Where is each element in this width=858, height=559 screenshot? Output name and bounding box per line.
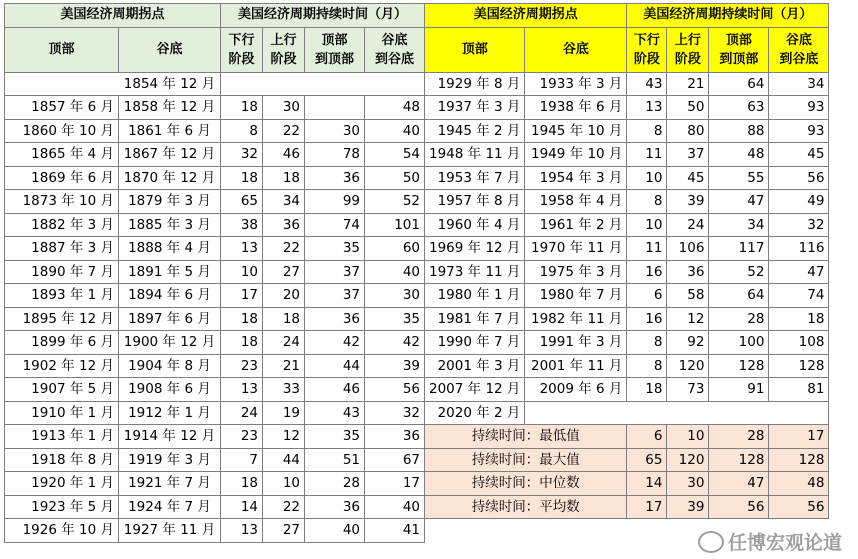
right-peak-cell: 1953 年 7 月 (425, 166, 525, 190)
peak-cell: 1899 年 6 月 (5, 331, 119, 355)
down-months-cell: 23 (221, 354, 263, 378)
trough-to-trough-cell: 60 (365, 237, 425, 261)
right-trough-to-trough-cell: 56 (769, 166, 829, 190)
up-months-cell: 12 (263, 425, 305, 449)
right-trough-to-trough-cell: 93 (769, 96, 829, 120)
down-months-cell: 13 (221, 237, 263, 261)
right-trough-to-trough-cell: 18 (769, 307, 829, 331)
stat-label-cell: 持续时间：最大值 (425, 448, 627, 472)
down-months-cell: 18 (221, 331, 263, 355)
trough-cell: 1861 年 6 月 (119, 119, 221, 143)
watermark (698, 528, 842, 555)
trough-to-trough-cell: 101 (365, 213, 425, 237)
right-down-months-cell (627, 519, 667, 543)
right-trough-cell: 2009 年 6 月 (525, 378, 627, 402)
up-months-cell: 18 (263, 166, 305, 190)
trough-to-trough-cell: 50 (365, 166, 425, 190)
trough-to-trough-cell: 48 (365, 96, 425, 120)
trough-to-trough-cell: 40 (365, 119, 425, 143)
right-down-months-cell: 8 (627, 119, 667, 143)
peak-to-peak-cell: 43 (305, 401, 365, 425)
down-months-cell: 32 (221, 143, 263, 167)
right-peak-cell: 1937 年 3 月 (425, 96, 525, 120)
peak-cell: 1882 年 3 月 (5, 213, 119, 237)
right-trough-to-trough-cell (769, 401, 829, 425)
right-up-months-cell: 45 (667, 166, 709, 190)
table-row (5, 96, 829, 120)
trough-to-trough-cell: 40 (365, 260, 425, 284)
peak-cell: 1902 年 12 月 (5, 354, 119, 378)
peak-to-peak-cell: 37 (305, 260, 365, 284)
col-peak-to-peak-header: 顶部 到顶部 (305, 27, 365, 72)
right-up-months-cell: 50 (667, 96, 709, 120)
right-peak-cell: 1990 年 7 月 (425, 331, 525, 355)
up-months-cell: 22 (263, 119, 305, 143)
up-months-cell: 34 (263, 190, 305, 214)
peak-to-peak-cell: 36 (305, 166, 365, 190)
down-months-cell: 13 (221, 519, 263, 543)
trough-cell: 1885 年 3 月 (119, 213, 221, 237)
right-trough-to-trough-cell: 32 (769, 213, 829, 237)
peak-cell (5, 72, 119, 96)
trough-cell: 1891 年 5 月 (119, 260, 221, 284)
trough-cell: 1914 年 12 月 (119, 425, 221, 449)
right-peak-cell: 1929 年 8 月 (425, 72, 525, 96)
table-row (5, 331, 829, 355)
trough-cell: 1894 年 6 月 (119, 284, 221, 308)
trough-cell: 1854 年 12 月 (119, 72, 221, 96)
right-up-months-cell (667, 401, 709, 425)
right-down-months-cell: 8 (627, 354, 667, 378)
trough-cell: 1897 年 6 月 (119, 307, 221, 331)
right-trough-cell: 1945 年 10 月 (525, 119, 627, 143)
stat-value-cell: 128 (709, 448, 769, 472)
peak-to-peak-cell: 51 (305, 448, 365, 472)
right-down-months-cell: 10 (627, 166, 667, 190)
table-row (5, 260, 829, 284)
right-down-months-cell (627, 401, 667, 425)
right-trough-cell: 1938 年 6 月 (525, 96, 627, 120)
right-peak-cell: 1981 年 7 月 (425, 307, 525, 331)
peak-to-peak-cell (305, 96, 365, 120)
trough-cell: 1919 年 3 月 (119, 448, 221, 472)
stat-value-cell: 14 (627, 472, 667, 496)
trough-to-trough-cell: 35 (365, 307, 425, 331)
col-trough-to-trough-header: 谷底 到谷底 (365, 27, 425, 72)
stat-value-cell: 17 (627, 495, 667, 519)
peak-cell: 1873 年 10 月 (5, 190, 119, 214)
right-peak-to-peak-cell: 48 (709, 143, 769, 167)
stat-label-cell: 持续时间：平均数 (425, 495, 627, 519)
down-months-cell: 8 (221, 119, 263, 143)
stat-value-cell: 128 (769, 448, 829, 472)
right-up-months-cell: 37 (667, 143, 709, 167)
stat-value-cell: 6 (627, 425, 667, 449)
right-up-months-cell: 36 (667, 260, 709, 284)
right-trough-to-trough-cell: 34 (769, 72, 829, 96)
right-down-months-cell: 6 (627, 284, 667, 308)
stat-value-cell: 10 (667, 425, 709, 449)
peak-to-peak-cell: 30 (305, 119, 365, 143)
right-peak-cell (425, 519, 525, 543)
right-up-months-cell: 39 (667, 190, 709, 214)
peak-cell: 1913 年 1 月 (5, 425, 119, 449)
right-peak-to-peak-cell: 117 (709, 237, 769, 261)
right-trough-to-trough-cell: 108 (769, 331, 829, 355)
col-up-header: 上行 阶段 (263, 27, 305, 72)
header-row-1 (5, 4, 829, 28)
peak-cell: 1895 年 12 月 (5, 307, 119, 331)
right-down-months-cell: 10 (627, 213, 667, 237)
right-down-months-cell: 8 (627, 190, 667, 214)
right-trough-to-trough-cell: 81 (769, 378, 829, 402)
right-trough-cell: 1982 年 11 月 (525, 307, 627, 331)
right-peak-to-peak-cell (709, 401, 769, 425)
right-trough-to-trough-cell: 116 (769, 237, 829, 261)
trough-to-trough-cell: 39 (365, 354, 425, 378)
trough-to-trough-cell: 17 (365, 472, 425, 496)
right-trough-cell: 1991 年 3 月 (525, 331, 627, 355)
table-row (5, 495, 829, 519)
right-trough-cell: 1970 年 11 月 (525, 237, 627, 261)
peak-cell: 1887 年 3 月 (5, 237, 119, 261)
right-down-months-cell: 13 (627, 96, 667, 120)
right-peak-to-peak-cell: 28 (709, 307, 769, 331)
trough-to-trough-cell: 56 (365, 378, 425, 402)
right-trough-cell: 1975 年 3 月 (525, 260, 627, 284)
right-trough-cell: 1933 年 3 月 (525, 72, 627, 96)
peak-to-peak-cell: 35 (305, 237, 365, 261)
table-row (5, 237, 829, 261)
peak-cell: 1907 年 5 月 (5, 378, 119, 402)
peak-cell: 1869 年 6 月 (5, 166, 119, 190)
stat-value-cell: 17 (769, 425, 829, 449)
right-down-months-cell: 16 (627, 307, 667, 331)
peak-to-peak-cell: 78 (305, 143, 365, 167)
up-months-cell: 30 (263, 96, 305, 120)
right-trough-cell: 1958 年 4 月 (525, 190, 627, 214)
table-row (5, 307, 829, 331)
down-months-cell: 23 (221, 425, 263, 449)
table-row (5, 472, 829, 496)
right-peak-to-peak-cell: 47 (709, 190, 769, 214)
right-down-months-cell: 8 (627, 331, 667, 355)
table-row (5, 354, 829, 378)
right-trough-to-trough-cell: 93 (769, 119, 829, 143)
right-down-months-cell: 11 (627, 143, 667, 167)
col-up-header-right: 上行 阶段 (667, 27, 709, 72)
down-months-cell: 7 (221, 448, 263, 472)
up-months-cell: 22 (263, 237, 305, 261)
right-trough-to-trough-cell: 49 (769, 190, 829, 214)
trough-cell: 1900 年 12 月 (119, 331, 221, 355)
right-trough-cell (525, 519, 627, 543)
peak-cell: 1890 年 7 月 (5, 260, 119, 284)
stat-label-cell: 持续时间：最低值 (425, 425, 627, 449)
peak-cell: 1857 年 6 月 (5, 96, 119, 120)
right-down-months-cell: 43 (627, 72, 667, 96)
stat-value-cell: 56 (709, 495, 769, 519)
down-months-cell: 14 (221, 495, 263, 519)
right-duration-header: 美国经济周期持续时间（月） (627, 4, 829, 28)
right-peak-cell: 1969 年 12 月 (425, 237, 525, 261)
right-down-months-cell: 16 (627, 260, 667, 284)
trough-to-trough-cell: 54 (365, 143, 425, 167)
table-row (5, 72, 829, 96)
trough-to-trough-cell: 40 (365, 495, 425, 519)
up-months-cell: 27 (263, 519, 305, 543)
peak-to-peak-cell: 99 (305, 190, 365, 214)
peak-to-peak-cell: 74 (305, 213, 365, 237)
right-trough-to-trough-cell: 128 (769, 354, 829, 378)
peak-cell: 1865 年 4 月 (5, 143, 119, 167)
down-months-cell: 18 (221, 96, 263, 120)
stat-value-cell: 28 (709, 425, 769, 449)
right-trough-cell (525, 401, 627, 425)
up-months-cell: 18 (263, 307, 305, 331)
stat-value-cell: 30 (667, 472, 709, 496)
right-up-months-cell: 58 (667, 284, 709, 308)
right-peak-to-peak-cell: 55 (709, 166, 769, 190)
stat-value-cell: 47 (709, 472, 769, 496)
right-peak-to-peak-cell: 52 (709, 260, 769, 284)
business-cycle-table (4, 3, 829, 543)
down-months-cell: 24 (221, 401, 263, 425)
down-months-cell: 65 (221, 190, 263, 214)
up-months-cell: 46 (263, 143, 305, 167)
left-turning-header: 美国经济周期拐点 (5, 4, 221, 28)
right-peak-cell: 1945 年 2 月 (425, 119, 525, 143)
right-peak-cell: 2020 年 2 月 (425, 401, 525, 425)
up-months-cell: 22 (263, 495, 305, 519)
col-down-header: 下行 阶段 (221, 27, 263, 72)
up-months-cell: 20 (263, 284, 305, 308)
right-peak-to-peak-cell: 63 (709, 96, 769, 120)
col-trough-header: 谷底 (119, 27, 221, 72)
trough-cell: 1888 年 4 月 (119, 237, 221, 261)
col-trough-to-trough-header-right: 谷底 到谷底 (769, 27, 829, 72)
right-peak-cell: 1973 年 11 月 (425, 260, 525, 284)
trough-cell: 1921 年 7 月 (119, 472, 221, 496)
col-down-header-right: 下行 阶段 (627, 27, 667, 72)
trough-cell: 1870 年 12 月 (119, 166, 221, 190)
down-months-cell: 38 (221, 213, 263, 237)
peak-to-peak-cell (305, 72, 365, 96)
right-peak-cell: 2001 年 3 月 (425, 354, 525, 378)
right-up-months-cell: 73 (667, 378, 709, 402)
right-peak-to-peak-cell: 64 (709, 72, 769, 96)
trough-to-trough-cell: 36 (365, 425, 425, 449)
trough-to-trough-cell: 30 (365, 284, 425, 308)
table-row (5, 166, 829, 190)
right-up-months-cell: 12 (667, 307, 709, 331)
right-trough-cell: 2001 年 11 月 (525, 354, 627, 378)
right-trough-cell: 1961 年 2 月 (525, 213, 627, 237)
table-row (5, 448, 829, 472)
peak-to-peak-cell: 37 (305, 284, 365, 308)
right-down-months-cell: 18 (627, 378, 667, 402)
stat-value-cell: 39 (667, 495, 709, 519)
peak-cell: 1923 年 5 月 (5, 495, 119, 519)
peak-cell: 1918 年 8 月 (5, 448, 119, 472)
right-trough-to-trough-cell: 74 (769, 284, 829, 308)
right-peak-cell: 1980 年 1 月 (425, 284, 525, 308)
right-peak-to-peak-cell: 34 (709, 213, 769, 237)
peak-to-peak-cell: 28 (305, 472, 365, 496)
table-row (5, 401, 829, 425)
trough-cell: 1924 年 7 月 (119, 495, 221, 519)
up-months-cell (263, 72, 305, 96)
watermark-text: 任博宏观论道 (727, 532, 842, 554)
peak-cell: 1926 年 10 月 (5, 519, 119, 543)
trough-cell: 1858 年 12 月 (119, 96, 221, 120)
table-row (5, 425, 829, 449)
peak-cell: 1920 年 1 月 (5, 472, 119, 496)
table-row (5, 284, 829, 308)
right-trough-cell: 1980 年 7 月 (525, 284, 627, 308)
down-months-cell: 18 (221, 307, 263, 331)
peak-to-peak-cell: 46 (305, 378, 365, 402)
right-trough-to-trough-cell: 45 (769, 143, 829, 167)
down-months-cell: 10 (221, 260, 263, 284)
right-trough-cell: 1949 年 10 月 (525, 143, 627, 167)
peak-cell: 1860 年 10 月 (5, 119, 119, 143)
up-months-cell: 33 (263, 378, 305, 402)
trough-to-trough-cell: 32 (365, 401, 425, 425)
right-up-months-cell: 80 (667, 119, 709, 143)
right-up-months-cell: 106 (667, 237, 709, 261)
trough-to-trough-cell: 52 (365, 190, 425, 214)
right-up-months-cell: 120 (667, 354, 709, 378)
header-row-2 (5, 27, 829, 72)
peak-to-peak-cell: 36 (305, 307, 365, 331)
trough-cell: 1879 年 3 月 (119, 190, 221, 214)
right-peak-cell: 1960 年 4 月 (425, 213, 525, 237)
trough-cell: 1908 年 6 月 (119, 378, 221, 402)
stat-value-cell: 48 (769, 472, 829, 496)
peak-to-peak-cell: 40 (305, 519, 365, 543)
right-peak-to-peak-cell: 88 (709, 119, 769, 143)
table-row (5, 213, 829, 237)
right-peak-cell: 1948 年 11 月 (425, 143, 525, 167)
stat-label-cell: 持续时间：中位数 (425, 472, 627, 496)
table-row (5, 119, 829, 143)
col-peak-header-right: 顶部 (425, 27, 525, 72)
right-peak-to-peak-cell: 128 (709, 354, 769, 378)
trough-to-trough-cell: 67 (365, 448, 425, 472)
trough-cell: 1927 年 11 月 (119, 519, 221, 543)
right-peak-cell: 2007 年 12 月 (425, 378, 525, 402)
table-row (5, 378, 829, 402)
trough-cell: 1904 年 8 月 (119, 354, 221, 378)
stat-value-cell: 65 (627, 448, 667, 472)
right-peak-to-peak-cell: 100 (709, 331, 769, 355)
down-months-cell: 13 (221, 378, 263, 402)
up-months-cell: 27 (263, 260, 305, 284)
table-row (5, 143, 829, 167)
trough-cell: 1912 年 1 月 (119, 401, 221, 425)
right-up-months-cell: 21 (667, 72, 709, 96)
trough-to-trough-cell: 42 (365, 331, 425, 355)
right-up-months-cell: 24 (667, 213, 709, 237)
peak-to-peak-cell: 36 (305, 495, 365, 519)
down-months-cell: 18 (221, 166, 263, 190)
table-row (5, 190, 829, 214)
right-trough-cell: 1954 年 3 月 (525, 166, 627, 190)
up-months-cell: 19 (263, 401, 305, 425)
right-peak-cell: 1957 年 8 月 (425, 190, 525, 214)
right-down-months-cell: 11 (627, 237, 667, 261)
peak-cell: 1910 年 1 月 (5, 401, 119, 425)
trough-cell: 1867 年 12 月 (119, 143, 221, 167)
up-months-cell: 36 (263, 213, 305, 237)
col-peak-header: 顶部 (5, 27, 119, 72)
stat-value-cell: 120 (667, 448, 709, 472)
right-turning-header: 美国经济周期拐点 (425, 4, 627, 28)
stat-value-cell: 56 (769, 495, 829, 519)
trough-to-trough-cell (365, 72, 425, 96)
col-peak-to-peak-header-right: 顶部 到顶部 (709, 27, 769, 72)
right-trough-to-trough-cell: 47 (769, 260, 829, 284)
right-peak-to-peak-cell: 64 (709, 284, 769, 308)
wechat-icon (698, 531, 724, 553)
peak-cell: 1893 年 1 月 (5, 284, 119, 308)
peak-to-peak-cell: 42 (305, 331, 365, 355)
up-months-cell: 24 (263, 331, 305, 355)
left-duration-header: 美国经济周期持续时间（月） (221, 4, 425, 28)
down-months-cell (221, 72, 263, 96)
up-months-cell: 44 (263, 448, 305, 472)
down-months-cell: 18 (221, 472, 263, 496)
right-peak-to-peak-cell: 91 (709, 378, 769, 402)
peak-to-peak-cell: 35 (305, 425, 365, 449)
up-months-cell: 10 (263, 472, 305, 496)
right-up-months-cell: 92 (667, 331, 709, 355)
trough-to-trough-cell: 41 (365, 519, 425, 543)
col-trough-header-right: 谷底 (525, 27, 627, 72)
up-months-cell: 21 (263, 354, 305, 378)
down-months-cell: 17 (221, 284, 263, 308)
peak-to-peak-cell: 44 (305, 354, 365, 378)
